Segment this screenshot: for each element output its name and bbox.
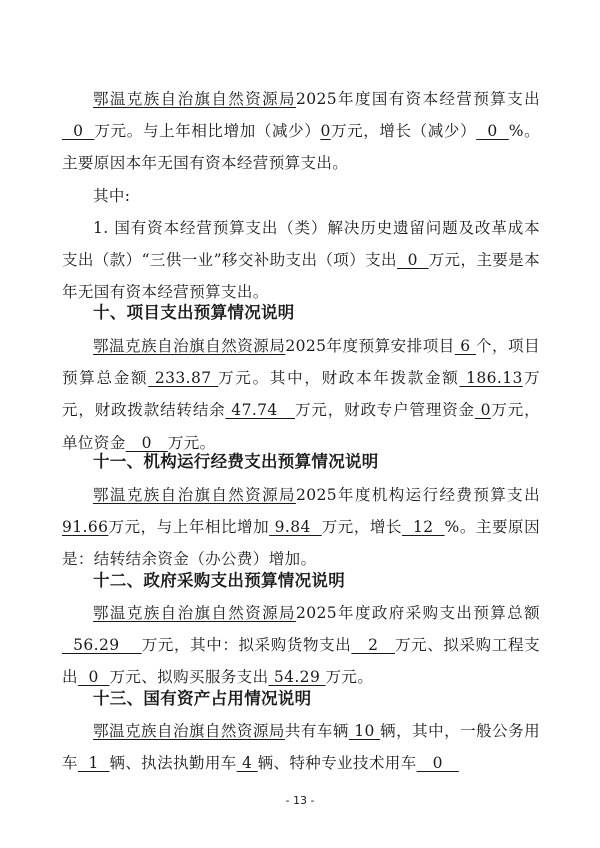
agency-name: 鄂温克族自治旗自然资源局 [93, 337, 286, 355]
paragraph-operating-expenses: 鄂温克族自治旗自然资源局2025年度机构运行经费预算支出91.66万元，与上年相比增加 9.84 万元，增长 12 %。主要原因是：结转结余资金（办公费）增加。 [62, 486, 540, 569]
value-state-capital-rate: 0 [476, 122, 509, 141]
value-project-count: 6 [454, 337, 476, 355]
value-procurement-works: 0 [77, 668, 110, 687]
value-operating-rate: 12 [402, 518, 445, 537]
paragraph-item-1: 1. 国有资本经营预算支出（类）解决历史遗留问题及改革成本支出（款）“三供一业”移交补助支出（项）支出 0 万元，主要是本年无国有资本经营预算支出。 [62, 219, 540, 302]
value-procurement-total: 56.29 [62, 636, 142, 655]
value-item1: 0 [396, 251, 429, 270]
value-procurement-goods: 2 [351, 636, 396, 655]
page-number: - 13 - [285, 794, 315, 807]
value-operating-total: 91.66 [62, 518, 109, 537]
value-appropriation: 186.13 [459, 369, 523, 388]
agency-name: 鄂温克族自治旗自然资源局 [93, 604, 296, 622]
paragraph-state-capital-budget: 鄂温克族自治旗自然资源局2025年度国有资本经营预算支出 0 万元。与上年相比增加（减少）0万元，增长（减少） 0 %。主要原因本年无国有资本经营预算支出。 [62, 90, 541, 173]
paragraph-state-assets: 鄂温克族自治旗自然资源局共有车辆 10 辆，其中，一般公务用车 1 辆、执法执勤用车 4 辆、特种专业技术用车 0 [62, 722, 540, 773]
value-operating-increase: 9.84 [269, 518, 322, 537]
paragraph-procurement: 鄂温克族自治旗自然资源局2025年度政府采购支出预算总额 56.29 万元，其中：拟采购货物支出 2 万元、拟采购工程支出 0 万元、拟购买服务支出 54.29 万元。 [62, 604, 540, 687]
section-heading-11: 十一、机构运行经费支出预算情况说明 [93, 452, 379, 471]
paragraph-among: 其中: [93, 187, 131, 205]
value-general-vehicles: 1 [77, 754, 110, 773]
section-heading-12: 十二、政府采购支出预算情况说明 [93, 571, 345, 590]
agency-name: 鄂温克族自治旗自然资源局 [93, 90, 296, 108]
agency-name: 鄂温克族自治旗自然资源局 [93, 486, 296, 504]
value-special-vehicles: 0 [416, 754, 459, 773]
agency-name: 鄂温克族自治旗自然资源局 [93, 722, 285, 740]
value-state-capital-total: 0 [62, 122, 95, 141]
value-unit-funds: 0 [125, 433, 168, 452]
value-vehicle-count: 10 [348, 722, 381, 740]
value-enforcement-vehicles: 4 [236, 754, 258, 773]
paragraph-project-budget: 鄂温克族自治旗自然资源局2025年度预算安排项目 6 个，项目预算总金额 233.87 万元。其中，财政本年拨款金额 186.13万元，财政拨款结转结余 47.74 万元，财政专户管理资金 0万元，单位资金 0 万元。 [62, 337, 541, 452]
value-carryover: 47.74 [225, 401, 296, 420]
value-state-capital-change: 0 [320, 122, 331, 141]
value-procurement-services: 54.29 [268, 668, 326, 687]
value-special-account: 0 [474, 401, 491, 420]
section-heading-10: 十、项目支出预算情况说明 [93, 303, 295, 322]
section-heading-13: 十三、国有资产占用情况说明 [93, 689, 312, 708]
value-project-total: 233.87 [148, 369, 219, 388]
